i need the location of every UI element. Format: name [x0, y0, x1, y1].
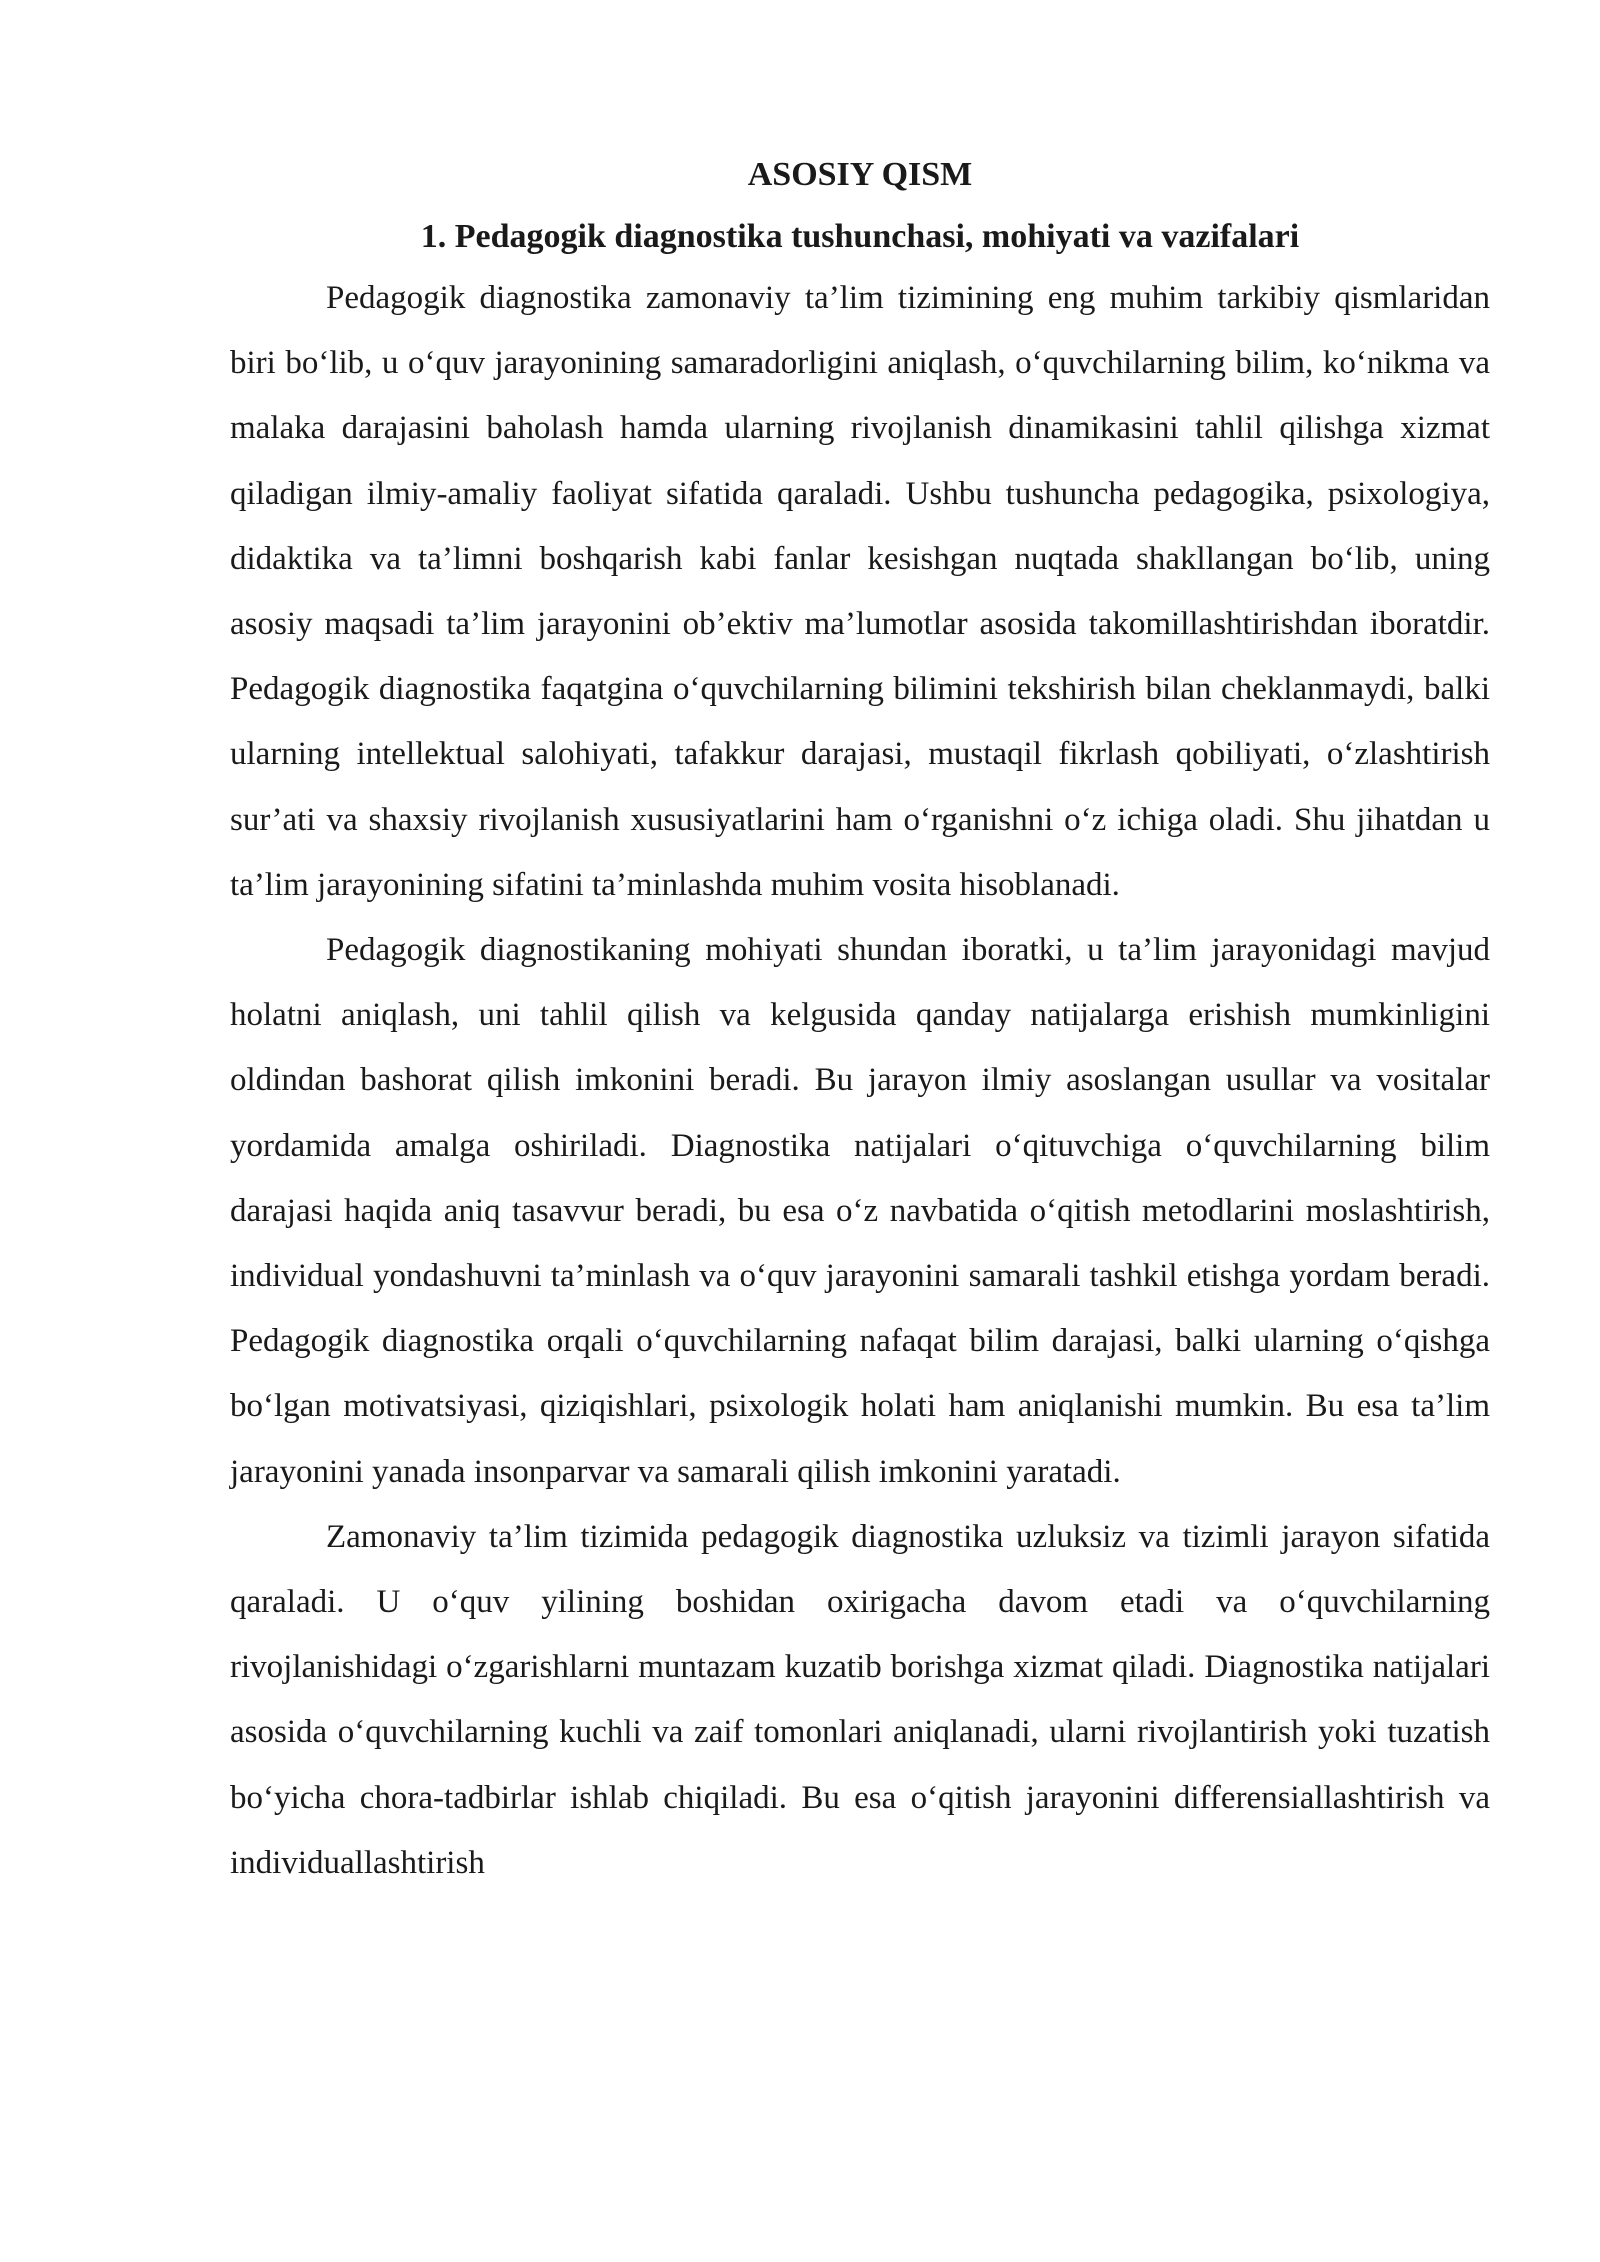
paragraph-2: Pedagogik diagnostikaning mohiyati shundan iboratki, u ta’lim jarayonidagi mavjud holatni aniqlash, uni tahlil qilish va kelgusida qanday natijalarga erishish mumkinligini oldindan bashorat qilish imkonini beradi. Bu jarayon ilmiy asoslangan usullar va vositalar yordamida amalga oshiriladi. Diagnostika natijalari o‘qituvchiga o‘quvchilarning bilim darajasi haqida aniq tasavvur beradi, bu esa o‘z navbatida o‘qitish metodlarini moslashtirish, individual yondashuvni ta’minlash va o‘quv jarayonini samarali tashkil etishga yordam beradi. Pedagogik diagnostika orqali o‘quvchilarning nafaqat bilim darajasi, balki ularning o‘qishga bo‘lgan motivatsiyasi, qiziqishlari, psixologik holati ham aniqlanishi mumkin. Bu esa ta’lim jarayonini yanada insonparvar va samarali qilish imkonini yaratadi. — [230, 932, 1490, 1490]
paragraph-3: Zamonaviy ta’lim tizimida pedagogik diagnostika uzluksiz va tizimli jarayon sifatida qaraladi. U o‘quv yilining boshidan oxirigacha davom etadi va o‘quvchilarning rivojlanishidagi o‘zgarishlarni muntazam kuzatib borishga xizmat qiladi. Diagnostika natijalari asosida o‘quvchilarning kuchli va zaif tomonlari aniqlanadi, ularni rivojlantirish yoki tuzatish bo‘yicha chora-tadbirlar ishlab chiqiladi. Bu esa o‘qitish jarayonini differensiallashtirish va individuallashtirish — [230, 1518, 1490, 1881]
section-heading: 1. Pedagogik diagnostika tushunchasi, mohiyati va vazifalari — [420, 218, 1300, 255]
paragraph-1: Pedagogik diagnostika zamonaviy ta’lim tizimining eng muhim tarkibiy qismlaridan biri bo‘lib, u o‘quv jarayonining samaradorligini aniqlash, o‘quvchilarning bilim, ko‘nikma va malaka darajasini baholash hamda ularning rivojlanish dinamikasini tahlil qilishga xizmat qiladigan ilmiy-amaliy faoliyat sifatida qaraladi. Ushbu tushuncha pedagogika, psixologiya, didaktika va ta’limni boshqarish kabi fanlar kesishgan nuqtada shakllangan bo‘lib, uning asosiy maqsadi ta’lim jarayonini ob’ektiv ma’lumotlar asosida takomillashtirishdan iboratdir. Pedagogik diagnostika faqatgina o‘quvchilarning bilimini tekshirish bilan cheklanmaydi, balki ularning intellektual salohiyati, tafakkur darajasi, mustaqil fikrlash qobiliyati, o‘zlashtirish sur’ati va shaxsiy rivojlanish xususiyatlarini ham o‘rganishni o‘z ichiga oladi. Shu jihatdan u ta’lim jarayonining sifatini ta’minlashda muhim vosita hisoblanadi. — [230, 280, 1490, 903]
page-content — [230, 150, 1490, 1896]
main-heading: ASOSIY QISM — [747, 156, 973, 193]
